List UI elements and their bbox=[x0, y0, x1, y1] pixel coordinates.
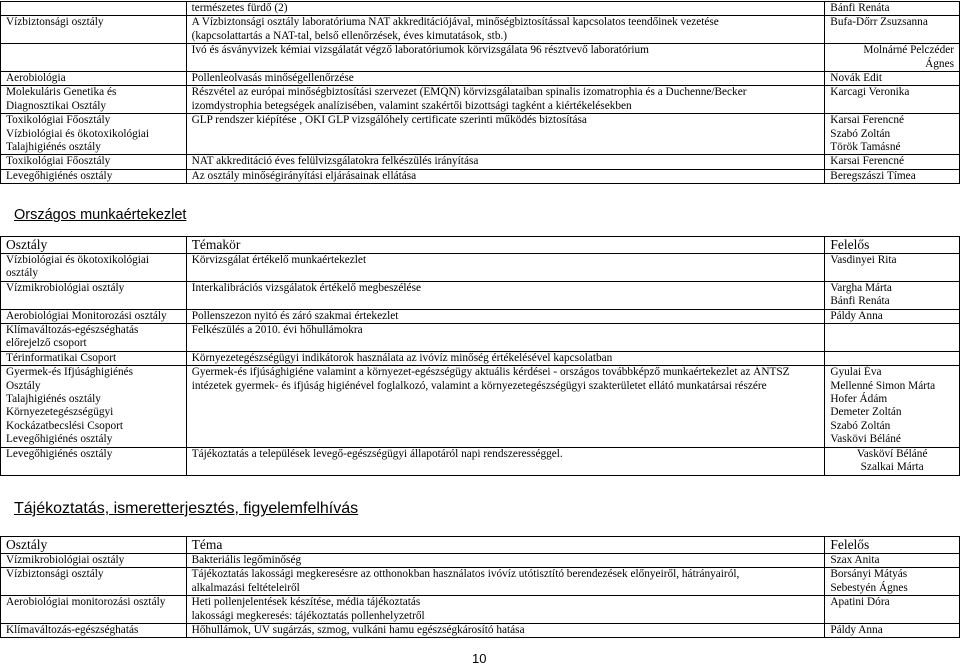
cell-line: Aerobiológiai monitorozási osztály bbox=[6, 596, 166, 609]
cell-line: természetes fürdő (2) bbox=[191, 2, 288, 14]
cell-topic bbox=[186, 254, 825, 282]
cell-resp bbox=[825, 554, 960, 568]
table-row bbox=[1, 366, 960, 447]
cell-line: Beregszászi Tímea bbox=[830, 169, 916, 182]
cell-line: Levegőhigiénés osztály bbox=[6, 433, 113, 446]
cell-line: Páldy Anna bbox=[830, 624, 883, 637]
cell-line: (kapcsolattartás a NAT-tal, belső ellenőrzések, éves kimutatások, stb.) bbox=[191, 29, 508, 42]
cell-topic bbox=[186, 596, 825, 624]
cell-dept bbox=[1, 16, 187, 44]
cell-dept bbox=[1, 554, 187, 568]
cell-line: Pollenszezon nyitó és záró szakmai értekezlet bbox=[191, 309, 399, 322]
cell-line: Szabó Zoltán bbox=[830, 127, 891, 140]
cell-line: Talajhigiénés osztály bbox=[6, 393, 101, 406]
cell-dept bbox=[1, 324, 187, 352]
cell-topic bbox=[186, 309, 825, 323]
cell-dept bbox=[1, 366, 187, 447]
cell-dept bbox=[1, 114, 187, 155]
cell-line: Molnárné Pelczéder bbox=[863, 44, 954, 57]
cell-line: Klímaváltozás-egészséghatás bbox=[6, 324, 139, 337]
cell-line: Aerobiológia bbox=[6, 72, 66, 85]
cell-line: Molekuláris Genetika és bbox=[6, 86, 117, 99]
table-row bbox=[1, 169, 960, 183]
cell-dept bbox=[1, 2, 187, 16]
cell-line: Borsányi Mátyás bbox=[830, 568, 908, 581]
cell-dept bbox=[1, 309, 187, 323]
cell-line: Klímaváltozás-egészséghatás bbox=[6, 624, 139, 637]
cell-line: Szalkai Márta bbox=[860, 461, 924, 474]
cell-line: Bakteriális legőminőség bbox=[191, 554, 302, 566]
cell-topic bbox=[186, 447, 825, 475]
table-header-row bbox=[1, 237, 960, 254]
cell-resp bbox=[825, 114, 960, 155]
cell-topic bbox=[186, 366, 825, 447]
cell-line bbox=[830, 352, 954, 365]
cell-dept bbox=[1, 44, 187, 72]
table-header-row bbox=[1, 537, 960, 554]
cell-line: Gyulai Éva bbox=[830, 366, 882, 379]
cell-line: Aerobiológiai Monitorozási osztály bbox=[6, 309, 167, 322]
cell-resp bbox=[825, 366, 960, 447]
cell-topic bbox=[186, 351, 825, 365]
quality-table bbox=[0, 1, 960, 184]
table-row bbox=[1, 155, 960, 169]
cell-line: Részvétel az európai minőségbiztosítási szervezet (EMQN) körvizsgálataiban spinalis izomatrophia és a Duchenne/Becker bbox=[191, 86, 747, 99]
cell-resp bbox=[825, 568, 960, 596]
cell-line: Talajhigiénés osztály bbox=[6, 141, 101, 154]
cell-line: Novák Edit bbox=[830, 72, 883, 85]
cell-line: Demeter Zoltán bbox=[830, 406, 902, 419]
cell-line: Tájékoztatás a települések levegő-egészségügyi állapotáról napi rendszerességgel. bbox=[191, 447, 563, 460]
cell-line: intézetek gyermek- és ifjúság higiénével foglalkozó, valamint a környezetegészségügyi szakterületet ellátó munkatársai részére bbox=[191, 379, 767, 392]
cell-line: Az osztály minőségirányítási eljárásainak ellátása bbox=[191, 169, 417, 182]
cell-line: Körvizsgálat értékelő munkaértekezlet bbox=[191, 254, 367, 266]
cell-dept bbox=[1, 169, 187, 183]
cell-line: Ágnes bbox=[925, 57, 954, 70]
cell-line: Interkalibrációs vizsgálatok értékelő megbeszélése bbox=[191, 281, 421, 294]
cell-line: alkalmazási feltételeiről bbox=[191, 581, 300, 594]
page-number: 10 bbox=[472, 651, 487, 666]
cell-resp bbox=[825, 44, 960, 72]
cell-resp bbox=[825, 351, 960, 365]
cell-resp bbox=[825, 624, 960, 638]
cell-dept bbox=[1, 155, 187, 169]
cell-line bbox=[6, 44, 181, 57]
cell-line: Környezetegészségügyi bbox=[6, 406, 114, 419]
cell-line: Szax Anita bbox=[830, 554, 880, 566]
table-row bbox=[1, 2, 960, 16]
cell-line: A Vízbiztonsági osztály laboratóriuma NAT akkreditációjával, minőségbiztosítással kapcsolatos teendőinek vezetése bbox=[191, 16, 719, 29]
cell-line bbox=[830, 324, 954, 337]
cell-dept bbox=[1, 351, 187, 365]
cell-line: Toxikológiai Főosztály bbox=[6, 114, 111, 127]
cell-line: Vízmikrobiológiai osztály bbox=[6, 281, 125, 294]
cell-line: Gyermek-és ifjúsághigiéne valamint a környezet-egészségügy aktuális kérdései - országos továbbképző munkaértekezlet az ÁNTSZ bbox=[191, 366, 790, 379]
cell-dept bbox=[1, 596, 187, 624]
cell-line: Török Tamásné bbox=[830, 141, 901, 154]
cell-line: Diagnosztikai Osztály bbox=[6, 99, 107, 112]
cell-line bbox=[6, 2, 181, 15]
cell-line: Páldy Anna bbox=[830, 309, 883, 322]
header-dept: Osztály bbox=[1, 537, 187, 554]
cell-dept bbox=[1, 254, 187, 282]
cell-topic bbox=[186, 169, 825, 183]
cell-resp bbox=[825, 16, 960, 44]
table-row bbox=[1, 44, 960, 72]
cell-line: Vízbiológiai és ökotoxikológiai bbox=[6, 127, 150, 140]
cell-topic bbox=[186, 281, 825, 309]
header-resp: Felelős bbox=[825, 237, 960, 254]
cell-line: Felkészülés a 2010. évi hőhullámokra bbox=[191, 324, 363, 337]
cell-line: Vasköví Béláné bbox=[856, 447, 928, 460]
table-row bbox=[1, 554, 960, 568]
table-row bbox=[1, 596, 960, 624]
cell-topic bbox=[186, 2, 825, 16]
cell-topic bbox=[186, 324, 825, 352]
table-row bbox=[1, 86, 960, 114]
cell-line: Vízmikrobiológiai osztály bbox=[6, 554, 125, 566]
cell-topic bbox=[186, 16, 825, 44]
cell-line: Vízbiológiai és ökotoxikológiai bbox=[6, 254, 150, 266]
cell-line: Hőhullámok, UV sugárzás, szmog, vulkáni hamu egészségkárosító hatása bbox=[191, 624, 525, 637]
header-resp: Felelős bbox=[825, 537, 960, 554]
cell-topic bbox=[186, 72, 825, 86]
table-row bbox=[1, 624, 960, 638]
cell-resp bbox=[825, 447, 960, 475]
cell-line: Bufa-Dőrr Zsuzsanna bbox=[830, 16, 928, 29]
cell-topic bbox=[186, 114, 825, 155]
cell-dept bbox=[1, 447, 187, 475]
header-dept: Osztály bbox=[1, 237, 187, 254]
cell-line: Osztály bbox=[6, 379, 41, 392]
table-row bbox=[1, 114, 960, 155]
cell-line: NAT akkreditáció éves felülvizsgálatokra felkészülés irányítása bbox=[191, 155, 479, 168]
header-topic: Téma bbox=[186, 537, 825, 554]
cell-line: Kockázatbecslési Csoport bbox=[6, 419, 124, 432]
cell-line: Karcagi Veronika bbox=[830, 86, 910, 99]
cell-line: osztály bbox=[6, 267, 38, 280]
section-title-workshop: Országos munkaértekezlet bbox=[14, 207, 187, 223]
cell-resp bbox=[825, 596, 960, 624]
cell-line: Karsai Ferencné bbox=[830, 155, 904, 168]
cell-resp bbox=[825, 281, 960, 309]
cell-line: Apatini Dóra bbox=[830, 596, 890, 609]
cell-resp bbox=[825, 309, 960, 323]
cell-dept bbox=[1, 86, 187, 114]
cell-line: Mellenné Simon Márta bbox=[830, 379, 936, 392]
cell-line: Heti pollenjelentések készítése, média tájékoztatás bbox=[191, 596, 421, 609]
cell-line: Vízbiztonsági osztály bbox=[6, 16, 104, 29]
cell-resp bbox=[825, 72, 960, 86]
cell-line: Vaskövi Béláné bbox=[830, 433, 901, 446]
cell-line: Térinformatikai Csoport bbox=[6, 351, 117, 364]
cell-line: Tájékoztatás lakossági megkeresésre az otthonokban használatos ivóvíz utótisztító berendezések előnyeiről, hátrányairól, bbox=[191, 568, 740, 581]
cell-resp bbox=[825, 155, 960, 169]
cell-topic bbox=[186, 86, 825, 114]
section-title-information: Tájékoztatás, ismeretterjesztés, figyelemfelhívás bbox=[14, 500, 359, 517]
cell-line: Karsai Ferencné bbox=[830, 114, 904, 127]
table-row bbox=[1, 568, 960, 596]
table-row bbox=[1, 281, 960, 309]
cell-line: Levegőhigiénés osztály bbox=[6, 169, 113, 182]
cell-line: Sebestyén Ágnes bbox=[830, 581, 908, 594]
workshop-table bbox=[0, 236, 960, 476]
cell-resp bbox=[825, 2, 960, 16]
cell-resp bbox=[825, 86, 960, 114]
cell-line: Bánfi Renáta bbox=[830, 295, 890, 308]
cell-line: Vasdinyei Rita bbox=[830, 254, 897, 266]
table-row bbox=[1, 254, 960, 282]
cell-topic bbox=[186, 624, 825, 638]
cell-line: Bánfi Renáta bbox=[830, 2, 890, 14]
table-row bbox=[1, 72, 960, 86]
cell-line: izomdystrophia betegségek analízisében, valamint szakértői bizottsági tagként a kiértékelésekben bbox=[191, 99, 632, 112]
cell-resp bbox=[825, 324, 960, 352]
cell-line: Szabó Zoltán bbox=[830, 419, 891, 432]
cell-dept bbox=[1, 72, 187, 86]
cell-topic bbox=[186, 554, 825, 568]
cell-resp bbox=[825, 169, 960, 183]
table-row bbox=[1, 16, 960, 44]
table-row bbox=[1, 351, 960, 365]
cell-line: GLP rendszer kiépítése , OKI GLP vizsgálóhely certificate szerinti működés biztosítása bbox=[191, 114, 587, 127]
cell-topic bbox=[186, 155, 825, 169]
table-row bbox=[1, 324, 960, 352]
cell-line: előrejelző csoport bbox=[6, 337, 87, 350]
table-row bbox=[1, 447, 960, 475]
cell-line: Gyermek-és Ifjúsághigiénés bbox=[6, 366, 134, 379]
cell-dept bbox=[1, 624, 187, 638]
cell-resp bbox=[825, 254, 960, 282]
cell-line: Vargha Márta bbox=[830, 281, 892, 294]
cell-topic bbox=[186, 568, 825, 596]
information-table bbox=[0, 536, 960, 638]
header-topic: Témakör bbox=[186, 237, 825, 254]
cell-line: Levegőhigiénés osztály bbox=[6, 447, 113, 460]
cell-line: Vízbiztonsági osztály bbox=[6, 568, 104, 581]
cell-line: lakossági megkeresés: tájékoztatás pollenhelyzetről bbox=[191, 609, 425, 622]
cell-line: Toxikológiai Főosztály bbox=[6, 155, 111, 168]
cell-line: Ivó és ásványvizek kémiai vizsgálatát végző laboratóriumok körvizsgálata 96 résztvevő laboratórium bbox=[191, 44, 649, 57]
cell-dept bbox=[1, 281, 187, 309]
table-row bbox=[1, 309, 960, 323]
cell-dept bbox=[1, 568, 187, 596]
cell-line: Környezetegészségügyi indikátorok használata az ivóvíz minőség értékelésével kapcsolatban bbox=[191, 351, 613, 364]
cell-line: Pollenleolvasás minőségellenőrzése bbox=[191, 72, 354, 85]
cell-topic bbox=[186, 44, 825, 72]
cell-line: Hofer Ádám bbox=[830, 393, 888, 406]
